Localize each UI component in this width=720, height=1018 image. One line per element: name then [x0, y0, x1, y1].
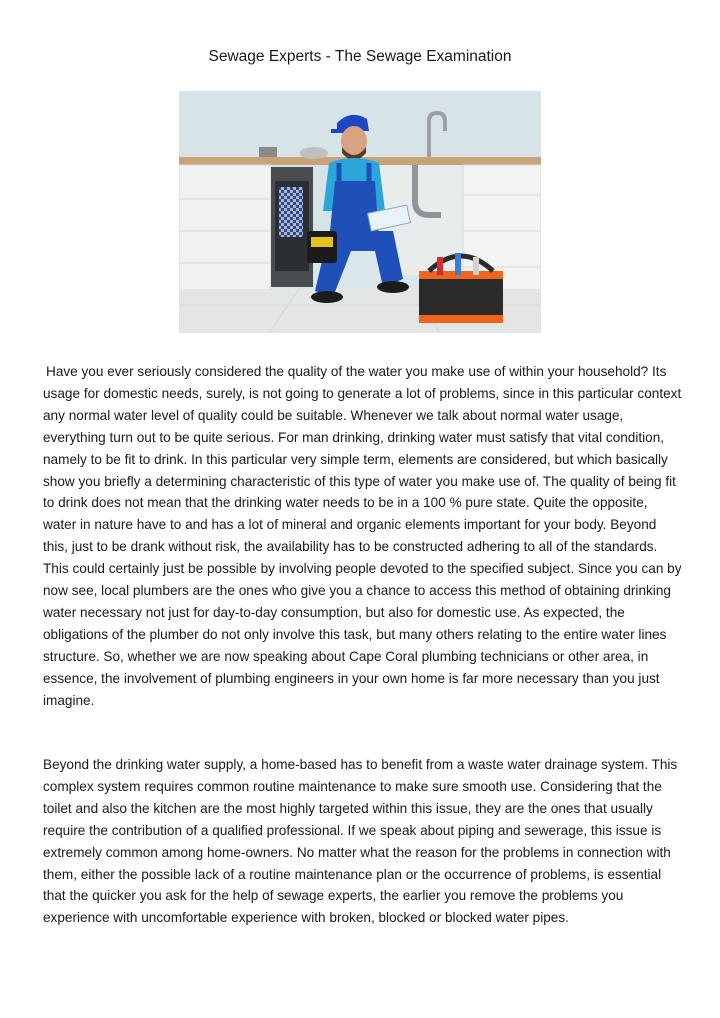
body-paragraph-2: Beyond the drinking water supply, a home-based has to benefit from a waste water drainage system. This complex system requires common routine maintenance to make sure smooth use. Considering that the toilet and also the kitchen are the most highly targeted within this issue, they are the ones that usually require the contribution of a qualified professional. If we speak about piping and sewerage, this issue is extremely common among home-owners. No matter what the reason for the problems in connection with them, either the possible lack of a routine maintenance plan or the occurrence of problems, is essential that the quicker you ask for the help of sewage experts, the earlier you remove the problems you experience with uncomfortable experience with broken, blocked or blocked water pipes.	[43, 757, 678, 926]
document-title: Sewage Experts - The Sewage Examination	[208, 48, 512, 65]
body-paragraph-1: Have you ever seriously considered the quality of the water you make use of within your household? Its usage for domestic needs, surely, is not going to generate a lot of problems, since in this particular context any normal water level of quality could be suitable. Whenever we talk about normal water usage, everything turn out to be quite serious. For man drinking, drinking water must satisfy that vital condition, namely to be fit to drink. In this particular very simple term, elements are considered, but which basically show you briefly a determining characteristic of this type of water you make use of. The quality of being fit to drink does not mean that the drinking water needs to be in a 100 % pure state. Quite the opposite, water in nature have to and has a lot of mineral and organic elements important for your body. Beyond this, just to be drank without risk, the availability has to be constructed adhering to all of the standards. This could certainly just be possible by involving people devoted to the specified subject. Since you can by now see, local plumbers are the ones who give you a chance to access this method of obtaining drinking water necessary not just for day-to-day consumption, but also for domestic use. As expected, the obligations of the plumber do not only involve this task, but many others relating to the entire water lines structure. So, whether we are now speaking about Cape Coral plumbing technicians or other area, in essence, the involvement of plumbing engineers in your own home is far more necessary than you just imagine.	[43, 364, 682, 708]
plumber-photo	[179, 91, 541, 333]
left-cabinet	[179, 165, 271, 293]
